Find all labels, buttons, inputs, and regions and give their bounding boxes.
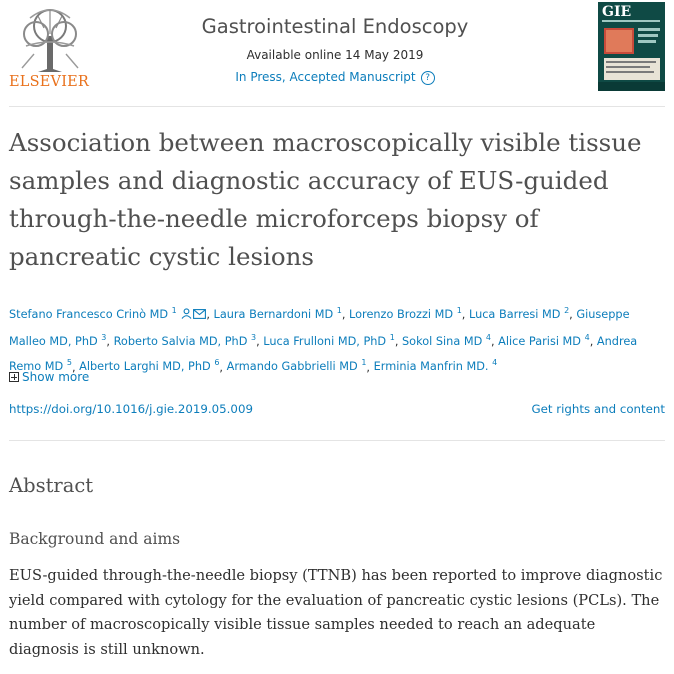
rights-link[interactable]: Get rights and content bbox=[531, 402, 665, 416]
person-icon[interactable] bbox=[181, 305, 192, 327]
plus-box-icon bbox=[9, 372, 19, 382]
in-press-label: In Press, Accepted Manuscript bbox=[235, 70, 416, 84]
author-link[interactable]: Alice Parisi MD $^4$ bbox=[498, 332, 590, 348]
journal-cover-image[interactable] bbox=[598, 2, 665, 91]
doi-link[interactable]: https://doi.org/10.1016/j.gie.2019.05.009 bbox=[9, 402, 253, 416]
author-link[interactable]: Alberto Larghi MD, PhD $^6$ bbox=[79, 358, 220, 374]
author-list: Stefano Francesco Crinò MD $^1$ , Laura Bernardoni MD $^1$, Lorenzo Brozzi MD $^1$, Luca Barresi MD $^2$, Giuseppe Malleo MD, PhD $^3$, Roberto Salvia MD, PhD $^3$, Luca Frulloni MD, PhD $^1$, Sokol Sina MD $^4$, Alice Parisi MD $^4$, Andrea Remo MD $^5$, Alberto Larghi MD, PhD $^6$, Armando Gabbrielli MD $^1$, Erminia Manfrin MD. $^4$ bbox=[9, 306, 638, 374]
author-link[interactable]: Giuseppe Malleo MD, PhD $^3$ bbox=[9, 307, 630, 348]
section-divider bbox=[9, 440, 665, 441]
author-link[interactable]: Lorenzo Brozzi MD $^1$ bbox=[349, 306, 462, 321]
header-divider bbox=[9, 106, 665, 107]
author-link[interactable]: Sokol Sina MD $^4$ bbox=[402, 332, 491, 348]
abstract-paragraph: EUS-guided through-the-needle biopsy (TTNB) has been reported to improve diagnostic yield compared with cytology for the evaluation of pancreatic cystic lesions (PCLs). The number of macroscopically visible tissue samples needed to reach an adequate diagnosis is still unknown. bbox=[9, 567, 663, 658]
author-link[interactable]: Luca Frulloni MD, PhD $^1$ bbox=[263, 332, 395, 348]
background-aims-heading: Background and aims bbox=[9, 530, 181, 548]
author-link[interactable]: Roberto Salvia MD, PhD $^3$ bbox=[113, 332, 257, 348]
cover-title: GIE bbox=[602, 4, 632, 20]
elsevier-tree-icon bbox=[8, 6, 92, 76]
mail-icon[interactable] bbox=[193, 305, 206, 327]
author-link[interactable]: Luca Barresi MD $^2$ bbox=[468, 306, 570, 321]
available-online-date: Available online 14 May 2019 bbox=[246, 48, 424, 62]
author-link[interactable]: Andrea Remo MD $^5$ bbox=[9, 334, 638, 374]
article-header bbox=[0, 0, 674, 98]
author-link[interactable]: Armando Gabbrielli MD $^1$ bbox=[226, 358, 367, 374]
question-circle-icon[interactable]: ? bbox=[421, 71, 435, 85]
journal-info bbox=[150, 14, 520, 86]
abstract-heading: Abstract bbox=[9, 474, 94, 497]
elsevier-wordmark: ELSEVIER bbox=[9, 74, 90, 90]
show-more-label: Show more bbox=[22, 370, 90, 384]
article-title: Association between macroscopically visible tissue samples and diagnostic accuracy of EUS-guided through-the-needle microforceps biopsy of pancreatic cystic lesions bbox=[9, 128, 642, 271]
journal-title[interactable]: Gastrointestinal Endoscopy bbox=[201, 15, 469, 38]
show-more-button[interactable] bbox=[9, 370, 89, 384]
author-link[interactable]: Stefano Francesco Crinò MD $^1$ bbox=[9, 306, 177, 321]
in-press-status-link[interactable] bbox=[235, 69, 434, 86]
author-link[interactable]: Erminia Manfrin MD. $^4$ bbox=[373, 358, 498, 374]
author-link[interactable]: Laura Bernardoni MD $^1$ bbox=[213, 306, 342, 321]
